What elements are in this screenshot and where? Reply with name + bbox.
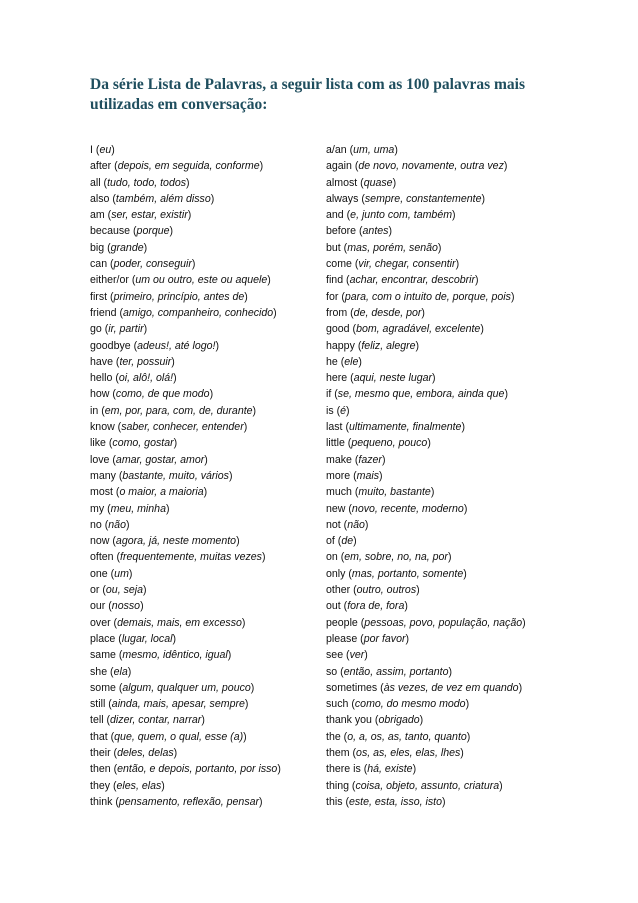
portuguese-translation: nosso — [111, 600, 141, 613]
word-entry: and (e, junto com, também) — [326, 209, 456, 222]
portuguese-translation: oi, alô!, olá! — [118, 372, 174, 385]
word-list-left-column — [90, 142, 281, 810]
word-entry: people (pessoas, povo, população, nação) — [326, 616, 526, 629]
english-word: is — [326, 404, 334, 417]
portuguese-translation: em, por, para, com, de, durante — [104, 404, 253, 417]
english-word: them — [326, 746, 350, 759]
english-word: tell — [90, 714, 104, 727]
portuguese-translation: vir, chegar, consentir — [358, 258, 456, 271]
english-word: almost — [326, 176, 358, 189]
portuguese-translation: demais, mais, em excesso — [117, 616, 242, 629]
word-entry: on (em, sobre, no, na, por) — [326, 551, 452, 564]
word-entry: still (ainda, mais, apesar, sempre) — [90, 698, 249, 711]
word-entry: friend (amigo, companheiro, conhecido) — [90, 306, 277, 319]
portuguese-translation: mesmo, idêntico, igual — [122, 649, 228, 662]
word-entry: find (achar, encontrar, descobrir) — [326, 274, 479, 287]
word-entry: or (ou, seja) — [90, 584, 147, 597]
portuguese-translation: ter, possuir — [119, 355, 172, 368]
word-entry: there is (há, existe) — [326, 763, 417, 776]
portuguese-translation: eu — [99, 144, 112, 156]
english-word: from — [326, 306, 348, 319]
portuguese-translation: um — [114, 567, 129, 580]
english-word: she — [90, 665, 108, 678]
portuguese-translation: feliz, alegre — [361, 339, 416, 352]
portuguese-translation: como, de que modo — [115, 388, 210, 401]
document-title: Da série Lista de Palavras, a seguir lista com as 100 palavras mais utilizadas em conversação: — [90, 76, 525, 113]
portuguese-translation: pessoas, povo, população, nação — [364, 616, 523, 629]
word-entry: I (eu) — [90, 144, 115, 156]
word-entry: such (como, do mesmo modo) — [326, 698, 470, 711]
portuguese-translation: é — [340, 404, 347, 417]
word-entry: only (mas, portanto, somente) — [326, 567, 467, 580]
word-entry: little (pequeno, pouco) — [326, 437, 431, 450]
word-entry: thank you (obrigado) — [326, 714, 424, 727]
english-word: so — [326, 665, 338, 678]
portuguese-translation: há, existe — [367, 763, 413, 776]
english-word: people — [326, 616, 358, 629]
word-entry: after (depois, em seguida, conforme) — [90, 160, 264, 173]
word-entry: is (é) — [326, 404, 350, 417]
english-word: goodbye — [90, 339, 131, 352]
word-entry: thing (coisa, objeto, assunto, criatura) — [326, 779, 503, 792]
word-list-right-column — [326, 142, 526, 810]
word-entry: that (que, quem, o qual, esse (a)) — [90, 730, 247, 743]
portuguese-translation: um ou outro, este ou aquele — [135, 274, 268, 287]
word-entry: here (aqui, neste lugar) — [326, 372, 436, 385]
english-word: before — [326, 225, 357, 238]
portuguese-translation: obrigado — [378, 714, 420, 727]
word-entry: a/an (um, uma) — [326, 144, 398, 156]
english-word: come — [326, 258, 352, 271]
portuguese-translation: este, esta, isso, isto — [348, 795, 443, 808]
portuguese-translation: os, as, eles, elas, lhes — [356, 746, 461, 759]
portuguese-translation: que, quem, o qual, esse (a) — [114, 730, 244, 743]
portuguese-translation: coisa, objeto, assunto, criatura — [355, 779, 500, 792]
english-word: much — [326, 486, 352, 499]
english-word: I — [90, 144, 93, 156]
word-entry: hello (oi, alô!, olá!) — [90, 372, 177, 385]
english-word: there is — [326, 763, 361, 776]
english-word: only — [326, 567, 346, 580]
word-entry: some (algum, qualquer um, pouco) — [90, 681, 255, 694]
word-entry: how (como, de que modo) — [90, 388, 214, 401]
english-word: little — [326, 437, 345, 450]
portuguese-translation: ir, partir — [108, 323, 144, 336]
word-entry: now (agora, já, neste momento) — [90, 535, 240, 548]
portuguese-translation: eles, elas — [116, 779, 162, 792]
english-word: often — [90, 551, 114, 564]
english-word: think — [90, 795, 113, 808]
portuguese-translation: como, gostar — [112, 437, 174, 450]
word-entry: he (ele) — [326, 355, 362, 368]
english-word: out — [326, 600, 341, 613]
portuguese-translation: meu, minha — [110, 502, 166, 515]
word-entry: can (poder, conseguir) — [90, 258, 196, 271]
word-entry: think (pensamento, reflexão, pensar) — [90, 795, 263, 808]
portuguese-translation: não — [347, 518, 365, 531]
english-word: he — [326, 355, 338, 368]
word-entry: almost (quase) — [326, 176, 397, 189]
word-entry: again (de novo, novamente, outra vez) — [326, 160, 508, 173]
portuguese-translation: novo, recente, moderno — [351, 502, 464, 515]
word-entry: so (então, assim, portanto) — [326, 665, 453, 678]
word-entry: other (outro, outros) — [326, 584, 420, 597]
portuguese-translation: para, com o intuito de, porque, pois — [344, 290, 511, 303]
english-word: a/an — [326, 144, 347, 156]
english-word: not — [326, 518, 341, 531]
english-word: big — [90, 241, 105, 254]
english-word: now — [90, 535, 110, 548]
word-entry: not (não) — [326, 518, 369, 531]
word-entry: come (vir, chegar, consentir) — [326, 258, 460, 271]
english-word: of — [326, 535, 335, 548]
english-word: if — [326, 388, 332, 401]
english-word: friend — [90, 306, 117, 319]
word-entry: tell (dizer, contar, narrar) — [90, 714, 205, 727]
english-word: hello — [90, 372, 113, 385]
portuguese-translation: ver — [349, 649, 365, 662]
english-word: same — [90, 649, 116, 662]
portuguese-translation: fazer — [358, 453, 382, 466]
portuguese-translation: em, sobre, no, na, por — [344, 551, 448, 564]
word-entry: them (os, as, eles, elas, lhes) — [326, 746, 464, 759]
english-word: either/or — [90, 274, 129, 287]
word-entry: from (de, desde, por) — [326, 306, 425, 319]
english-word: our — [90, 600, 106, 613]
english-word: again — [326, 160, 352, 173]
english-word: sometimes — [326, 681, 378, 694]
english-word: such — [326, 698, 349, 711]
english-word: and — [326, 209, 344, 222]
word-entry: the (o, a, os, as, tanto, quanto) — [326, 730, 471, 743]
english-word: they — [90, 779, 111, 792]
word-entry: have (ter, possuir) — [90, 355, 175, 368]
word-entry: in (em, por, para, com, de, durante) — [90, 404, 257, 417]
portuguese-translation: ultimamente, finalmente — [348, 421, 462, 434]
word-entry: more (mais) — [326, 469, 383, 482]
portuguese-translation: então, assim, portanto — [343, 665, 449, 678]
portuguese-translation: como, do mesmo modo — [354, 698, 466, 711]
english-word: after — [90, 160, 112, 173]
portuguese-translation: pensamento, reflexão, pensar — [118, 795, 260, 808]
word-entry: because (porque) — [90, 225, 174, 238]
portuguese-translation: de novo, novamente, outra vez — [358, 160, 504, 173]
portuguese-translation: pequeno, pouco — [351, 437, 428, 450]
english-word: or — [90, 584, 100, 597]
portuguese-translation: ela — [113, 665, 128, 678]
word-entry: she (ela) — [90, 665, 132, 678]
word-entry: their (deles, delas) — [90, 746, 178, 759]
portuguese-translation: dizer, contar, narrar — [110, 714, 202, 727]
english-word: happy — [326, 339, 355, 352]
english-word: please — [326, 632, 358, 645]
word-entry: of (de) — [326, 535, 357, 548]
portuguese-translation: mas, portanto, somente — [351, 567, 464, 580]
word-entry: if (se, mesmo que, embora, ainda que) — [326, 388, 508, 401]
portuguese-translation: mas, porém, senão — [347, 241, 438, 254]
english-word: the — [326, 730, 341, 743]
portuguese-translation: então, e depois, portanto, por isso — [117, 763, 278, 776]
english-word: on — [326, 551, 338, 564]
portuguese-translation: poder, conseguir — [113, 258, 192, 271]
english-word: all — [90, 176, 101, 189]
portuguese-translation: tudo, todo, todos — [107, 176, 187, 189]
portuguese-translation: e, junto com, também — [350, 209, 453, 222]
english-word: one — [90, 567, 108, 580]
word-entry: goodbye (adeus!, até logo!) — [90, 339, 220, 352]
portuguese-translation: sempre, constantemente — [364, 192, 482, 205]
english-word: that — [90, 730, 108, 743]
english-word: many — [90, 469, 116, 482]
english-word: always — [326, 192, 359, 205]
word-entry: this (este, esta, isso, isto) — [326, 795, 446, 808]
portuguese-translation: um, uma — [353, 144, 395, 156]
word-entry: over (demais, mais, em excesso) — [90, 616, 246, 629]
word-entry: see (ver) — [326, 649, 368, 662]
portuguese-translation: amigo, companheiro, conhecido — [122, 306, 274, 319]
word-entry: last (ultimamente, finalmente) — [326, 421, 465, 434]
portuguese-translation: o, a, os, as, tanto, quanto — [347, 730, 467, 743]
portuguese-translation: achar, encontrar, descobrir — [349, 274, 476, 287]
word-entry: most (o maior, a maioria) — [90, 486, 208, 499]
portuguese-translation: agora, já, neste momento — [115, 535, 237, 548]
english-word: their — [90, 746, 111, 759]
portuguese-translation: fora de, fora — [347, 600, 405, 613]
word-entry: but (mas, porém, senão) — [326, 241, 442, 254]
portuguese-translation: não — [108, 518, 126, 531]
english-word: because — [90, 225, 131, 238]
word-entry: sometimes (às vezes, de vez em quando) — [326, 681, 523, 694]
portuguese-translation: deles, delas — [117, 746, 174, 759]
word-entry: new (novo, recente, moderno) — [326, 502, 468, 515]
word-entry: out (fora de, fora) — [326, 600, 408, 613]
portuguese-translation: algum, qualquer um, pouco — [122, 681, 251, 694]
portuguese-translation: ainda, mais, apesar, sempre — [111, 698, 245, 711]
english-word: see — [326, 649, 344, 662]
portuguese-translation: ele — [344, 355, 359, 368]
portuguese-translation: depois, em seguida, conforme — [117, 160, 260, 173]
portuguese-translation: grande — [110, 241, 144, 254]
portuguese-translation: às vezes, de vez em quando — [383, 681, 519, 694]
english-word: new — [326, 502, 346, 515]
english-word: in — [90, 404, 99, 417]
english-word: thing — [326, 779, 349, 792]
portuguese-translation: antes — [362, 225, 389, 238]
portuguese-translation: ser, estar, existir — [111, 209, 188, 222]
english-word: this — [326, 795, 343, 808]
english-word: make — [326, 453, 352, 466]
english-word: can — [90, 258, 108, 271]
portuguese-translation: ou, seja — [105, 584, 144, 597]
portuguese-translation: amar, gostar, amor — [115, 453, 205, 466]
english-word: place — [90, 632, 116, 645]
word-entry: our (nosso) — [90, 600, 144, 613]
english-word: good — [326, 323, 350, 336]
portuguese-translation: quase — [363, 176, 393, 189]
word-entry: before (antes) — [326, 225, 392, 238]
word-entry: happy (feliz, alegre) — [326, 339, 420, 352]
word-entry: good (bom, agradável, excelente) — [326, 323, 484, 336]
english-word: most — [90, 486, 113, 499]
english-word: more — [326, 469, 351, 482]
word-entry: always (sempre, constantemente) — [326, 192, 485, 205]
portuguese-translation: de, desde, por — [353, 306, 422, 319]
portuguese-translation: de — [341, 535, 354, 548]
portuguese-translation: também, além disso — [115, 192, 211, 205]
word-entry: one (um) — [90, 567, 133, 580]
word-entry: make (fazer) — [326, 453, 386, 466]
word-entry: love (amar, gostar, amor) — [90, 453, 208, 466]
english-word: love — [90, 453, 110, 466]
portuguese-translation: frequentemente, muitas vezes — [120, 551, 262, 564]
word-entry: either/or (um ou outro, este ou aquele) — [90, 274, 271, 287]
english-word: then — [90, 763, 111, 776]
word-entry: no (não) — [90, 518, 130, 531]
english-word: how — [90, 388, 110, 401]
english-word: like — [90, 437, 106, 450]
english-word: go — [90, 323, 102, 336]
english-word: still — [90, 698, 106, 711]
portuguese-translation: muito, bastante — [358, 486, 431, 499]
english-word: my — [90, 502, 105, 515]
word-entry: my (meu, minha) — [90, 502, 170, 515]
portuguese-translation: saber, conhecer, entender — [121, 421, 244, 434]
word-entry: they (eles, elas) — [90, 779, 165, 792]
english-word: for — [326, 290, 339, 303]
english-word: am — [90, 209, 105, 222]
english-word: also — [90, 192, 110, 205]
portuguese-translation: outro, outros — [356, 584, 417, 597]
portuguese-translation: mais — [356, 469, 379, 482]
english-word: here — [326, 372, 348, 385]
english-word: some — [90, 681, 116, 694]
portuguese-translation: porque — [136, 225, 170, 238]
english-word: other — [326, 584, 351, 597]
word-entry: am (ser, estar, existir) — [90, 209, 192, 222]
english-word: but — [326, 241, 341, 254]
portuguese-translation: se, mesmo que, embora, ainda que — [337, 388, 505, 401]
portuguese-translation: o maior, a maioria — [119, 486, 204, 499]
portuguese-translation: por favor — [363, 632, 406, 645]
english-word: find — [326, 274, 344, 287]
word-entry: all (tudo, todo, todos) — [90, 176, 190, 189]
word-entry: many (bastante, muito, vários) — [90, 469, 233, 482]
english-word: thank you — [326, 714, 372, 727]
word-entry: for (para, com o intuito de, porque, pois) — [326, 290, 515, 303]
english-word: over — [90, 616, 111, 629]
word-entry: know (saber, conhecer, entender) — [90, 421, 248, 434]
word-entry: often (frequentemente, muitas vezes) — [90, 551, 266, 564]
english-word: last — [326, 421, 343, 434]
english-word: first — [90, 290, 108, 303]
word-entry: first (primeiro, princípio, antes de) — [90, 290, 248, 303]
english-word: know — [90, 421, 115, 434]
english-word: no — [90, 518, 102, 531]
portuguese-translation: bom, agradável, excelente — [356, 323, 481, 336]
word-entry: same (mesmo, idêntico, igual) — [90, 649, 232, 662]
english-word: have — [90, 355, 113, 368]
portuguese-translation: adeus!, até logo! — [137, 339, 216, 352]
word-entry: much (muito, bastante) — [326, 486, 435, 499]
word-entry: place (lugar, local) — [90, 632, 176, 645]
word-entry: like (como, gostar) — [90, 437, 178, 450]
word-entry: then (então, e depois, portanto, por isso) — [90, 763, 281, 776]
portuguese-translation: bastante, muito, vários — [122, 469, 229, 482]
word-entry: go (ir, partir) — [90, 323, 148, 336]
word-entry: big (grande) — [90, 241, 148, 254]
word-entry: also (também, além disso) — [90, 192, 215, 205]
portuguese-translation: aqui, neste lugar — [353, 372, 433, 385]
portuguese-translation: primeiro, princípio, antes de — [113, 290, 245, 303]
portuguese-translation: lugar, local — [121, 632, 173, 645]
word-entry: please (por favor) — [326, 632, 410, 645]
